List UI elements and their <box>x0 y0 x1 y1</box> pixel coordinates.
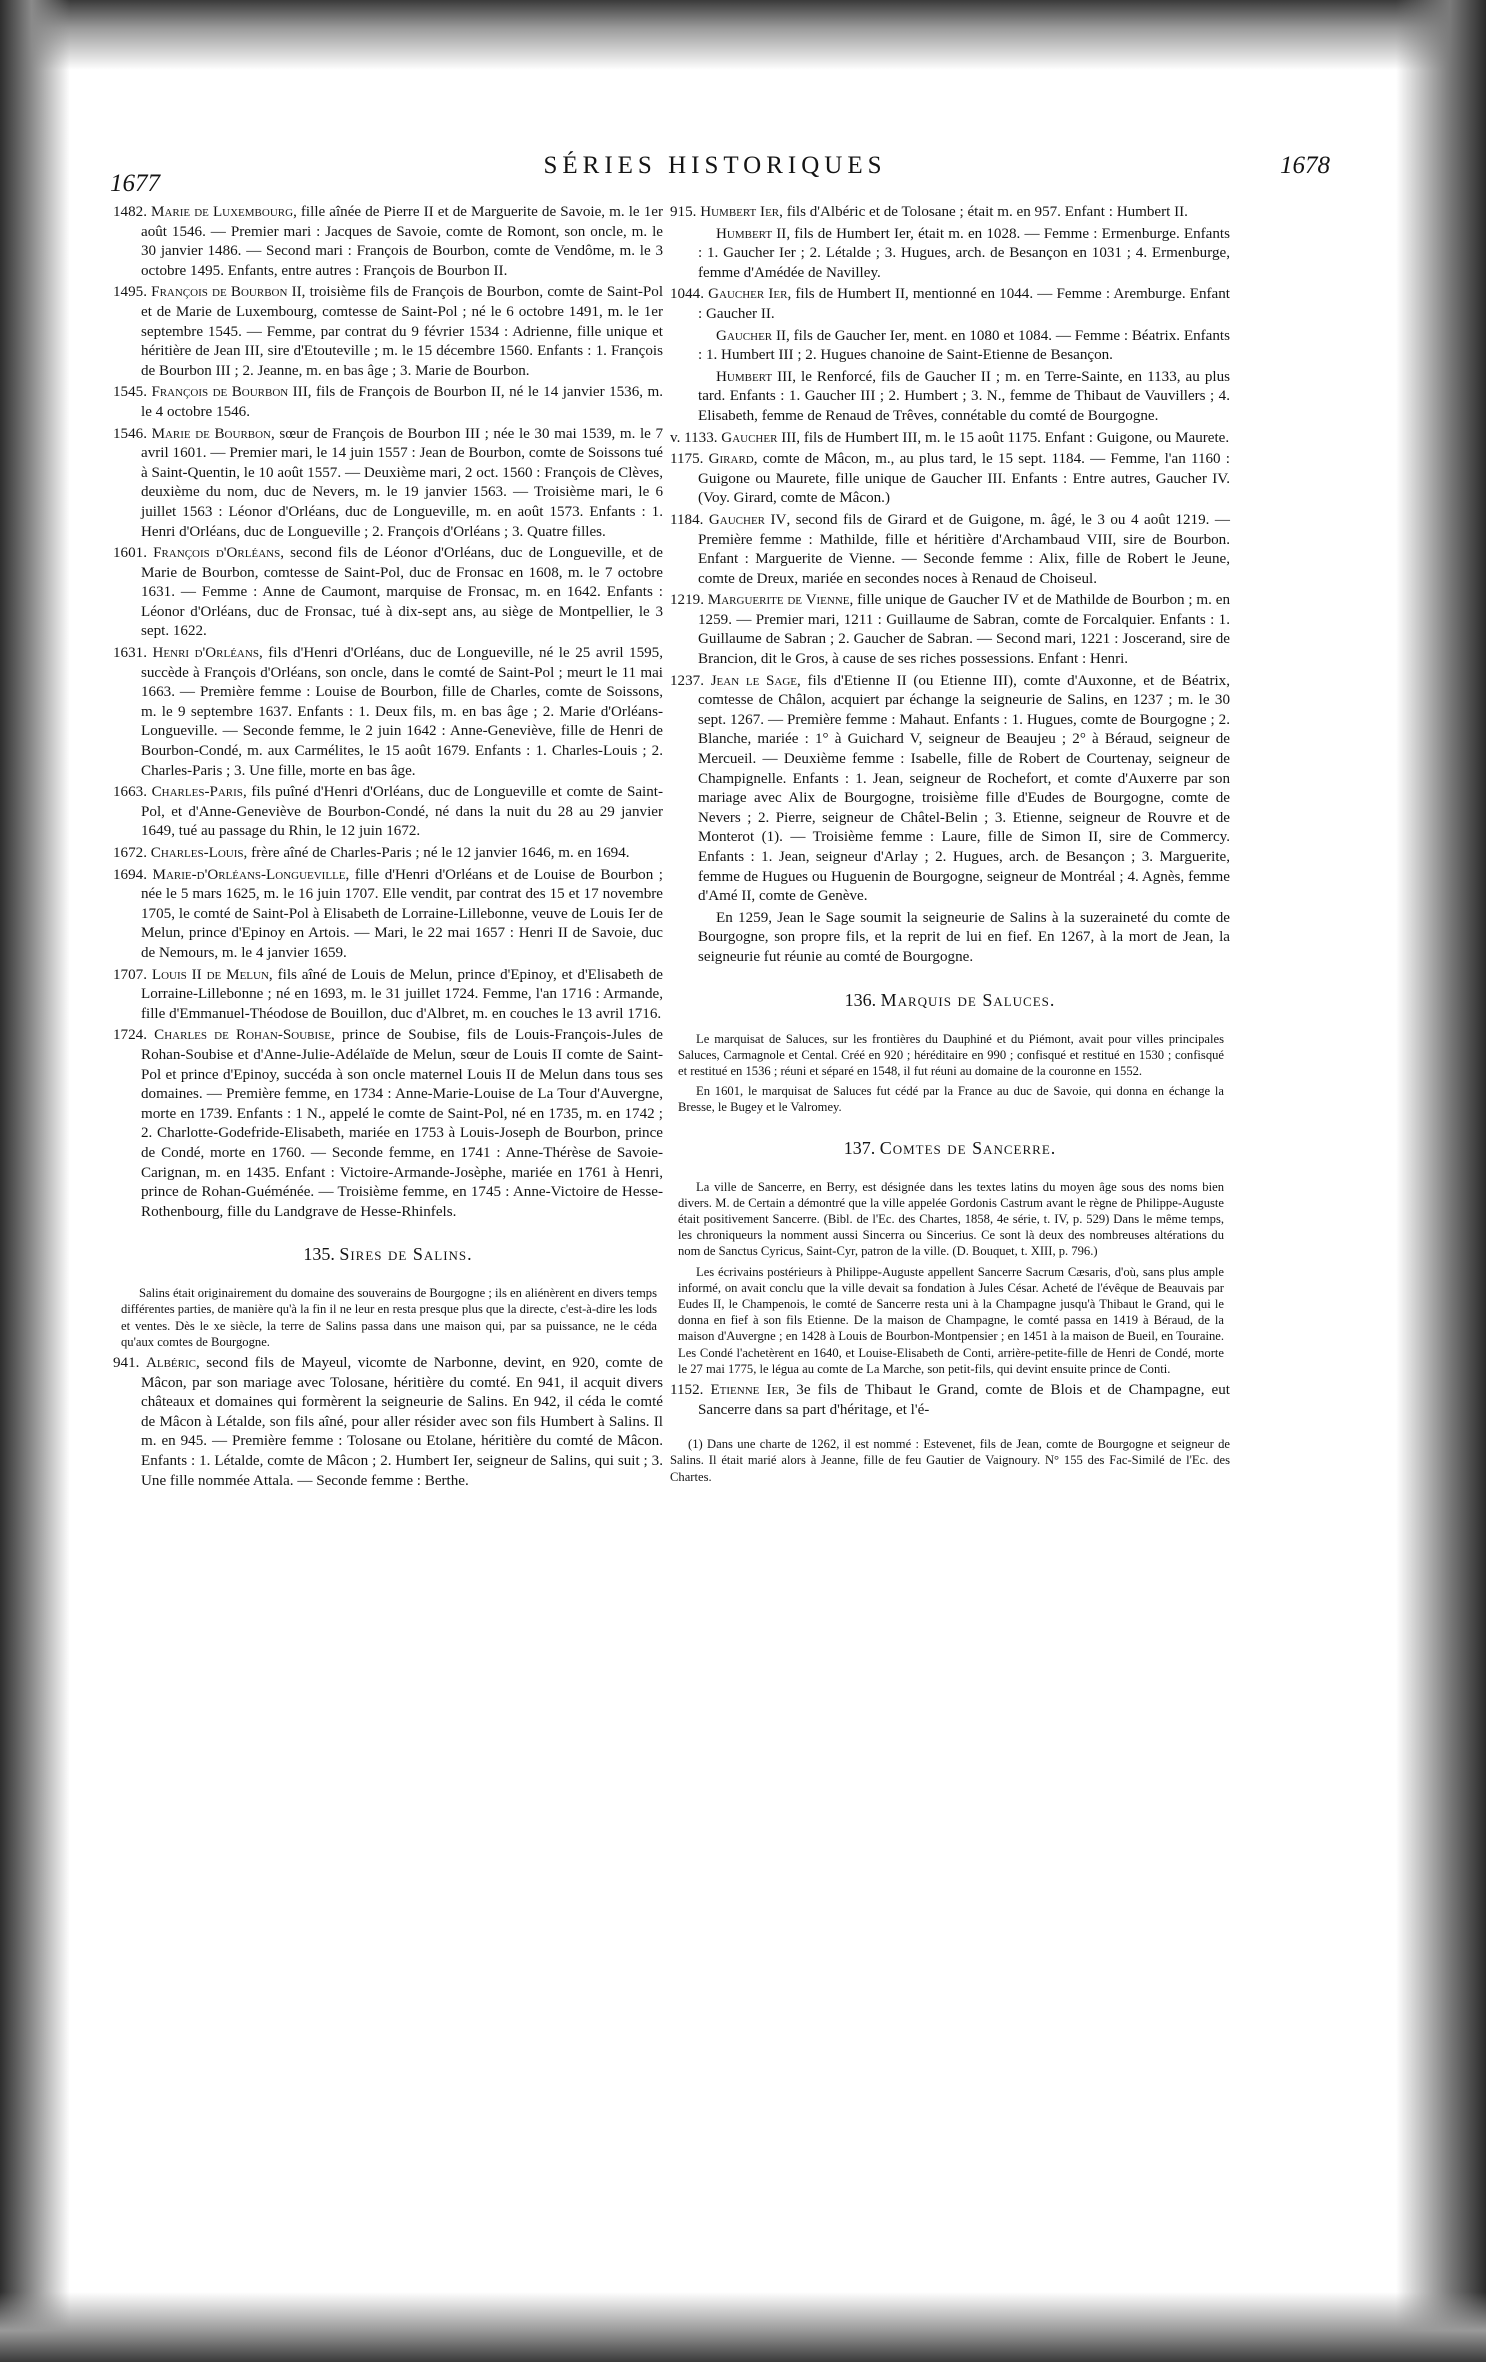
entry-name: Louis II de Melun <box>151 966 269 983</box>
entry-year: 1184. <box>670 511 704 528</box>
section-heading: Sires de Salins. <box>339 1244 473 1265</box>
section-heading: Marquis de Saluces. <box>880 989 1056 1010</box>
entry-name: François de Bourbon III <box>151 384 308 401</box>
genealogy-entry <box>113 283 663 381</box>
entry-name: Humbert Ier <box>700 204 780 220</box>
entry-text: , fils de Humbert III, m. le 15 août 1175. Enfant : Guigone, ou Maurete. <box>796 429 1230 446</box>
entry-name: Marguerite de Vienne <box>707 592 850 609</box>
entry-text: , troisième fils de François de Bourbon, comte de Saint-Pol et de Marie de Luxembourg, comtesse de Saint-Pol ; né le 6 octobre 1491, m. le 1er septembre 1545. — Femme, par contrat du 9 février 1534 : Adrienne, fille unique et héritière de Jean III, sire d'Etouteville ; m. le 15 décembre 1560. Enfants : 1. François de Bourbon III ; 2. Jeanne, m. en bas âge ; 3. Marie de Bourbon. <box>141 284 664 379</box>
entry-year: 1219. <box>670 592 704 609</box>
entry-name: Albéric <box>145 1355 196 1372</box>
genealogy-entry <box>670 368 1230 427</box>
entry-name: Gaucher III <box>721 429 797 446</box>
section-137-intro-1: La ville de Sancerre, en Berry, est désignée dans les textes latins du moyen âge sous des noms bien divers. M. de Certain a démontré que la ville appelée Gordonis Castrum avant le règne de Philippe-Auguste était positivement Sancerre. (Bibl. de l'Ec. des Chartes, 1858, 4e série, t. IV, p. 529) Dans le même temps, les chroniqueurs la nomment aussi Sincerra ou Sincerius. Ce sont là deux des nombreuses altérations du nom de Sanctus Cyricus, Saint-Cyr, patron de la ville. (D. Bouquet, t. XIII, p. 796.) <box>678 1179 1224 1259</box>
section-137-title <box>670 1138 1230 1159</box>
entry-text: , fils puîné d'Henri d'Orléans, duc de Longueville et comte de Saint-Pol, et d'Anne-Geneviève de Bourbon-Condé, né dans la nuit du 28 au 29 janvier 1649, tué au passage du Rhin, le 12 juin 1672. <box>141 784 663 840</box>
genealogy-entry <box>670 285 1230 324</box>
entry-name: Jean le Sage <box>710 672 798 689</box>
entry-year: 1631. <box>113 645 147 662</box>
entry-text: , fille aînée de Pierre II et de Marguerite de Savoie, m. le 1er août 1546. — Premier mari : Jacques de Savoie, comte de Romont, son oncle, m. le 30 janvier 1486. — Second mari : François de Bourbon, comte de Vendôme, m. le 3 octobre 1495. Enfants, entre autres : François de Bourbon II. <box>141 204 663 279</box>
entry-text: , fils de Humbert II, mentionné en 1044. — Femme : Aremburge. Enfant : Gaucher II. <box>698 286 1230 322</box>
left-entries <box>113 203 663 1222</box>
entry-text: , fils aîné de Louis de Melun, prince d'Epinoy, et d'Elisabeth de Lorraine-Lillebonne ; né en 1693, m. le 31 juillet 1724. Femme, l'an 1716 : Armande, fille d'Emmanuel-Théodose de Bouillon, duc d'Albret, m. en couches le 13 avril 1716. <box>141 966 663 1022</box>
entry-text: , second fils de Mayeul, vicomte de Narbonne, devint, en 920, comte de Mâcon, par son mariage avec Tolosane, héritière du comté. En 941, il acquit divers châteaux et domaines qui formèrent la seigneurie de Salins. En 942, il céda le comté de Mâcon à Létalde, son fils aîné, pour aller résider avec son fils Humbert à Salins. Il m. en 945. — Première femme : Tolosane ou Etolane, héritière du comté de Mâcon. Enfants : 1. Létalde, comte de Mâcon ; 2. Humbert Ier, seigneur de Salins, qui suit ; 3. Une fille nommée Attala. — Seconde femme : Berthe. <box>141 1355 663 1489</box>
right-column <box>670 203 1230 1497</box>
entry-name: Humbert III <box>716 368 793 385</box>
entry-year: 1237. <box>670 672 704 689</box>
genealogy-entry <box>113 644 663 781</box>
entry-text: , prince de Soubise, fils de Louis-François-Jules de Rohan-Soubise et d'Anne-Julie-Adélaïde de Melun, sœur de Louis II comte de Saint-Pol et prince d'Epinoy, succéda à son oncle maternel Louis II de Melun dans tous ses domaines. — Première femme, en 1734 : Anne-Marie-Louise de La Tour d'Auvergne, morte en 1739. Enfants : 1 N., appelé le comte de Saint-Pol, né en 1735, m. en 1742 ; 2. Charlotte-Godefride-Elisabeth, mariée en 1753 à Louis-Joseph de Bourbon, prince de Condé, morte en 1760. — Seconde femme, en 1741 : Anne-Thérèse de Savoie-Carignan, m. en 1435. Enfant : Victoire-Armande-Josèphe, mariée en 1761 à Henri, prince de Rohan-Guéménée. — Troisième femme, en 1745 : Anne-Victoire de Hesse-Rothenbourg, fille du Landgrave de Hesse-Rhinfels. <box>141 1027 663 1220</box>
entry-year: 1694. <box>113 866 147 883</box>
genealogy-entry <box>113 966 663 1025</box>
section-137-intro-2: Les écrivains postérieurs à Philippe-Auguste appellent Sancerre Sacrum Cæsaris, d'où, sans plus ample informé, on avait conclu que la ville devait sa fondation à Jules César. Acheté de l'évêque de Beauvais par Eudes II, le Champenois, le comté de Sancerre resta uni à la Champagne jusqu'à Thibaut le Grand, qui le donna en fief à son fils Etienne. De la maison de Champagne, le comté passa en 1419 à Béraud, de la maison d'Auvergne ; en 1428 à Louis de Bourbon-Montpensier ; en 1451 à la maison de Bueil, en Touraine. Les Condé l'achetèrent en 1640, et Louise-Elisabeth de Conti, arrière-petite-fille de Henri de Condé, morte le 27 mai 1775, le légua au comte de La Marche, son petit-fils, qui devint ensuite prince de Conti. <box>678 1264 1224 1376</box>
genealogy-entry <box>113 425 663 543</box>
entry-text: , second fils de Girard et de Guigone, m. âgé, le 3 ou 4 août 1219. — Première femme : Mathilde, fille et héritière d'Archambaud VIII, sire de Bourbon. Enfant : Marguerite de Vienne. — Seconde femme : Alix, fille de Robert le Jeune, comte de Dreux, mariée en secondes noces à Renaud de Choiseul. <box>698 511 1230 587</box>
entry-name: Etienne Ier <box>710 1382 786 1399</box>
entry-year: 1707. <box>113 966 147 983</box>
entry-name: Gaucher IV <box>708 511 787 528</box>
genealogy-entry <box>670 591 1230 669</box>
entry-text: , fils de François de Bourbon II, né le 14 janvier 1536, m. le 4 octobre 1546. <box>141 384 664 420</box>
entry-alberic <box>113 1354 663 1491</box>
scan-shadow-top <box>0 0 1486 70</box>
page-number-left: 1677 <box>110 170 160 197</box>
entry-year: 915. <box>670 204 697 220</box>
genealogy-entry <box>113 783 663 842</box>
entry-name: Charles-Paris <box>151 784 243 801</box>
entry-name: François d'Orléans <box>153 545 281 562</box>
left-column <box>113 203 663 1493</box>
entry-name: Marie de Bourbon <box>151 425 272 442</box>
section-number: 137. <box>843 1137 876 1158</box>
genealogy-entry <box>113 203 663 281</box>
scan-shadow-right <box>1396 0 1486 2362</box>
genealogy-entry <box>670 429 1230 449</box>
genealogy-entry <box>670 450 1230 509</box>
entry-text: , fille unique de Gaucher IV et de Mathilde de Bourbon ; m. en 1259. — Premier mari, 1211 : Guillaume de Sabran, comte de Forcalquier. Enfants : 1. Guillaume de Sabran ; 2. Gaucher de Sabran. — Second mari, 1221 : Joscerand, sire de Brancion, dit le Gros, à cause de ses riches possessions. Enfant : Henri. <box>698 592 1230 668</box>
entry-year: v. 1133. <box>670 429 718 446</box>
entry-year: 941. <box>113 1355 140 1372</box>
entry-text: , sœur de François de Bourbon III ; née le 30 mai 1539, m. le 7 avril 1601. — Premier mari, le 14 juin 1557 : Jean de Bourbon, comte de Soissons tué à Saint-Quentin, le 10 août 1557. — Deuxième mari, 2 oct. 1560 : François de Clèves, deuxième du nom, duc de Nevers, m. le 19 janvier 1563. — Troisième mari, le 6 juillet 1563 : Léonor d'Orléans, duc de Longueville, m. en août 1573. Enfants : 1. Henri d'Orléans, duc de Longueville ; 2. François d'Orléans ; 3. Quatre filles. <box>141 425 664 540</box>
genealogy-entry <box>113 866 663 964</box>
entry-text: , fils d'Albéric et de Tolosane ; était m. en 957. Enfant : Humbert II. <box>779 204 1188 220</box>
entry-etienne <box>670 1381 1230 1420</box>
entry-text: , fils de Humbert Ier, était m. en 1028. — Femme : Ermenburge. Enfants : 1. Gaucher Ier ; 2. Létalde ; 3. Hugues, arch. de Besançon en 1031 ; 4. Ermenburge, femme d'Amédée de Navilley. <box>698 225 1230 281</box>
section-136-intro-2: En 1601, le marquisat de Saluces fut cédé par la France au duc de Savoie, qui donna en échange la Bresse, le Bugey et le Valromey. <box>678 1084 1224 1115</box>
entry-year: 1672. <box>113 845 147 861</box>
closing-paragraph: En 1259, Jean le Sage soumit la seigneurie de Salins à la suzeraineté du comte de Bourgogne, son propre fils, et la reprit de lui en fief. En 1267, à la mort de Jean, la seigneurie fut réunie au comté de Bourgogne. <box>698 909 1230 965</box>
entry-year: 1482. <box>113 204 147 220</box>
entry-text: , fils de Gaucher Ier, ment. en 1080 et 1084. — Femme : Béatrix. Enfants : 1. Humbert III ; 2. Hugues chanoine de Saint-Etienne de Besançon. <box>698 327 1230 364</box>
entry-year: 1545. <box>113 384 147 401</box>
entry-name: Girard <box>708 451 754 468</box>
entry-year: 1175. <box>670 451 704 468</box>
scan-shadow-bottom <box>0 2292 1486 2362</box>
genealogy-entry <box>670 225 1230 284</box>
genealogy-entry <box>113 1026 663 1222</box>
entry-year: 1546. <box>113 425 147 442</box>
entry-name: Charles-Louis <box>150 845 244 861</box>
entry-year: 1724. <box>113 1027 147 1044</box>
genealogy-entry <box>670 672 1230 907</box>
genealogy-entry <box>113 383 663 422</box>
entry-text: , 3e fils de Thibaut le Grand, comte de Blois et de Champagne, eut Sancerre dans sa part d'héritage, et l'é- <box>698 1382 1230 1418</box>
section-number: 136. <box>844 989 877 1010</box>
entry-text: , frère aîné de Charles-Paris ; né le 12 janvier 1646, m. en 1694. <box>243 845 630 861</box>
genealogy-entry <box>113 544 663 642</box>
entry-name: Marie de Luxembourg <box>151 204 294 220</box>
entry-year: 1152. <box>670 1382 704 1399</box>
entry-text: , fils d'Etienne II (ou Etienne III), comte d'Auxonne, et de Béatrix, comtesse de Châlon, acquiert par échange la seigneurie de Salins, en 1237 ; m. le 30 sept. 1267. — Première femme : Mahaut. Enfants : 1. Hugues, comte de Bourgogne ; 2. Blanche, mariée : 1° à Guichard V, seigneur de Beaujeu ; 2° à Béraud, seigneur de Mercueil. — Deuxième femme : Isabelle, fille de Robert de Courtenay, seigneur de Champignelle. Enfants : 1. Jean, seigneur de Rochefort, et comte d'Auxerre par son mariage avec Alix de Bourgogne, troisième fille d'Eudes de Bourgogne, comte de Nevers ; 2. Pierre, seigneur de Châtel-Belin ; 3. Etienne, seigneur de Rouvre et de Monterot (1). — Troisième femme : Laure, fille de Simon II, sire de Commercy. Enfants : 1. Jean, seigneur d'Arlay ; 2. Hugues, arch. de Besançon ; 3. Marguerite, femme de Hugues ou Huguenin de Bourgogne, seigneur de Montréal ; 4. Agnès, femme d'Amé II, comte de Genève. <box>698 672 1230 905</box>
running-title: SÉRIES HISTORIQUES <box>543 152 887 179</box>
section-136-intro-1: Le marquisat de Saluces, sur les frontières du Dauphiné et du Piémont, avait pour villes principales Saluces, Carmagnole et Cental. Créé en 920 ; héréditaire en 990 ; confisqué et restitué en 1530 ; confisqué et restitué en 1536 ; réuni et séparé en 1548, il fut réuni au domaine de la couronne en 1552. <box>678 1031 1224 1078</box>
entry-text: , le Renforcé, fils de Gaucher II ; m. en Terre-Sainte, en 1133, au plus tard. Enfants : 1. Gaucher III ; 2. Humbert ; 3. N., femme de Thibaut de Vauvillers ; 4. Elisabeth, femme de Renaud de Trêves, connétable du comté de Bourgogne. <box>698 368 1230 424</box>
entry-year: 1044. <box>670 286 704 303</box>
genealogy-entry <box>670 511 1230 589</box>
scan-shadow-left <box>0 0 70 2362</box>
page-number-right: 1678 <box>1280 152 1330 179</box>
footnote: (1) Dans une charte de 1262, il est nommé : Estevenet, fils de Jean, comte de Bourgogne et seigneur de Salins. Il était marié alors à Jeanne, fille de feu Gautier de Vaignoury. N° 155 des Fac-Similé de l'Ec. des Chartes. <box>670 1437 1230 1484</box>
entry-text: , fille d'Henri d'Orléans et de Louise de Bourbon ; née le 5 mars 1625, m. le 16 juin 1707. Elle vendit, par contrat des 15 et 17 novembre 1705, le comté de Saint-Pol à Elisabeth de Lorraine-Lillebonne, veuve de Louis Ier de Melun, prince d'Epinoy en Artois. — Mari, le 22 mai 1657 : Henri II de Savoie, duc de Nemours, m. le 4 janvier 1659. <box>141 866 663 961</box>
section-135-title <box>113 1244 663 1265</box>
entry-text: , fils d'Henri d'Orléans, duc de Longueville, né le 25 avril 1595, succède à François d'Orléans, son oncle, dans le comté de Saint-Pol ; meurt le 11 mai 1663. — Première femme : Louise de Bourbon, fille de Charles, comte de Soissons, m. le 9 septembre 1637. Enfants : 1. Deux fils, m. en bas âge ; 2. Marie d'Orléans-Longueville. — Seconde femme, le 2 juin 1642 : Anne-Geneviève, fille de Henri de Bourbon-Condé, m. aux Carmélites, le 15 août 1679. Enfants : 1. Charles-Louis ; 2. Charles-Paris ; 3. Une fille, morte en bas âge. <box>141 645 663 779</box>
entry-name: Charles de Rohan-Soubise <box>154 1027 332 1044</box>
section-heading: Comtes de Sancerre. <box>879 1137 1057 1158</box>
entry-name: Humbert II <box>716 225 787 242</box>
page-header <box>100 152 1330 197</box>
entry-year: 1495. <box>113 284 147 301</box>
entry-text: , comte de Mâcon, m., au plus tard, le 15 sept. 1184. — Femme, l'an 1160 : Guigone ou Maurete, fille unique de Gaucher III. Enfants : Entre autres, Gaucher IV. (Voy. Girard, comte de Mâcon.) <box>698 451 1230 507</box>
section-136-title <box>670 990 1230 1011</box>
entry-year: 1663. <box>113 784 147 801</box>
entry-name: Henri d'Orléans <box>152 645 259 662</box>
entry-name: François de Bourbon II <box>151 284 302 301</box>
section-135-intro: Salins était originairement du domaine des souverains de Bourgogne ; ils en aliénèrent en divers temps différentes parties, de manière qu'à la fin il ne leur en resta presque plus que la directe, c'est-à-dire les lods et ventes. Dès le xe siècle, la terre de Salins passa dans une maison qui, par sa puissance, ne le céda qu'aux comtes de Bourgogne. <box>121 1286 657 1349</box>
entry-name: Marie-d'Orléans-Longueville <box>152 866 346 883</box>
entry-name: Gaucher II <box>716 327 787 344</box>
entry-text: , second fils de Léonor d'Orléans, duc de Longueville, et de Marie de Bourbon, comtesse de Saint-Pol, duc de Fronsac en 1608, m. le 7 octobre 1631. — Femme : Anne de Caumont, marquise de Fronsac, m. en 1642. Enfants : Léonor d'Orléans, duc de Fronsac, tué à dix-sept ans, au siège de Montpellier, le 3 sept. 1622. <box>141 545 663 640</box>
right-entries <box>670 203 1230 907</box>
genealogy-entry <box>670 327 1230 366</box>
entry-year: 1601. <box>113 545 147 562</box>
section-number: 135. <box>303 1244 335 1265</box>
entry-name: Gaucher Ier <box>708 286 788 303</box>
genealogy-entry <box>670 203 1230 223</box>
genealogy-entry <box>113 844 663 864</box>
